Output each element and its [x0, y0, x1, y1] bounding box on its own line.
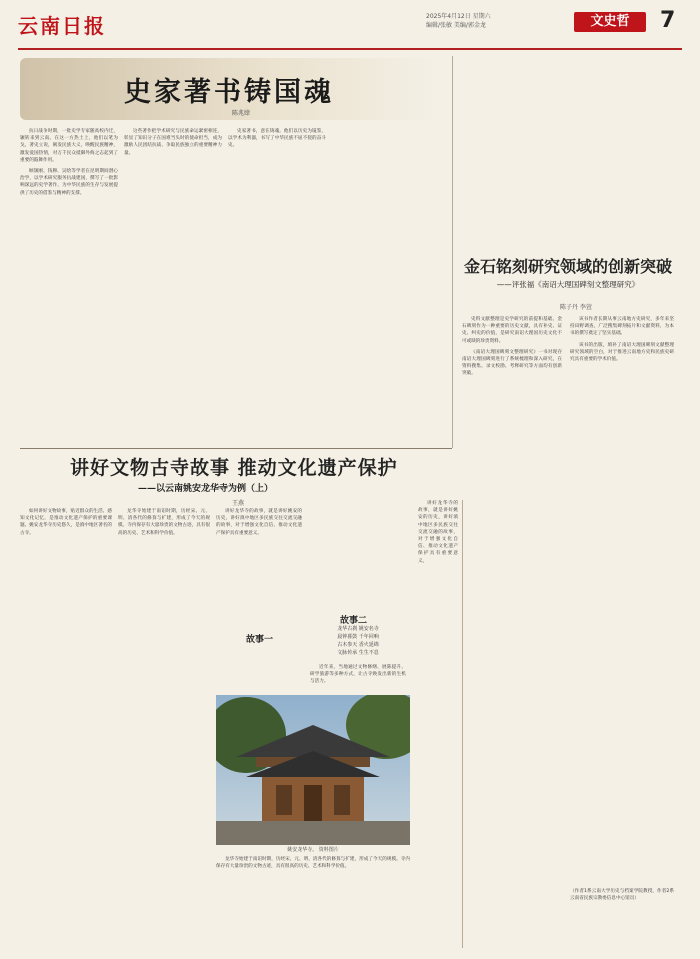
article3-para: 如何讲好文物故事，贴近群众的生活、感知文化记忆，是推动文化遗产保护的重要课题。姚安龙华寺历史悠久，是滇中地区著名的古寺。 [20, 509, 112, 536]
column-divider [462, 500, 463, 948]
article1-para: 顾颉刚、钱穆、吴晗等学者在昆明期间潜心治学，以学术研究服务抗战建国，撰写了一批影响深远的史学著作，为中华民族的生存与发展提供了历史的借鉴与精神的支撑。 [20, 169, 118, 196]
article1-para: 抗日战争时期，一批史学专家随高校内迁，辗转来到云南。在这一方热土上，他们以笔为戈，著史立说，阐发民族大义，唤醒民族精神，激发爱国热情，对万千民众抵御外侮之志起到了重要的鼓舞作用。 [20, 129, 118, 163]
article3-subtitle: ——以云南姚安龙华寺为例（上） [138, 484, 274, 494]
article3-col2 [118, 508, 210, 948]
poem-line: 古木参天 香火延绵 [337, 642, 379, 648]
article3-para: 讲好龙华寺的故事，就是讲好姚安的历史，讲好滇中地区多民族交往交流交融的故事，对于增强文化自信、推动文化遗产保护具有重要意义。 [216, 509, 302, 536]
article2-author: 陈子丹 李萱 [560, 304, 592, 311]
article2-heading [463, 257, 673, 290]
poem-block [308, 625, 408, 657]
article2-title: 金石铭刻研究领域的创新突破 [463, 257, 672, 276]
article2-para: 该书的出版，填补了南诏大理国碑刻文献整理研究领域的空白，对于推进云南地方史和民族史研究具有重要的学术价值。 [570, 342, 674, 363]
poem-line: 文脉传承 生生不息 [337, 650, 379, 656]
article3-para: 龙华寺始建于南诏时期，历经宋、元、明、清各代的修葺与扩建，形成了今天的规模。寺内保存有大量珍贵的文物古迹，具有很高的历史、艺术和科学价值。 [118, 509, 210, 536]
column-divider [452, 56, 453, 448]
article3-col6 [418, 500, 458, 948]
article2-para: 史料文献整理是史学研究的前提和基础。金石碑刻作为一种重要的历史文献，具有补史、证史、纠史的价值，是研究南诏大理国历史文化不可或缺的珍贵资料。 [462, 317, 562, 344]
newspaper-logo: 云南日报 [18, 14, 106, 38]
temple-photo [216, 695, 410, 845]
issue-date: 2025年4月12日 星期六 [426, 13, 491, 20]
poem-line: 晨钟暮鼓 千年回响 [337, 634, 379, 640]
article2-col2 [570, 316, 674, 876]
page-number: 7 [660, 8, 676, 33]
temple-illustration [216, 695, 410, 845]
story-two-heading: 故事二 [340, 616, 368, 626]
section-tag: 文史哲 [574, 12, 646, 32]
article3-col5 [216, 856, 410, 948]
article3-author: 王燕 [232, 500, 245, 507]
article2-para: 该书作者长期从事云南地方史研究，多年来坚持田野调查，广泛搜集碑刻拓片和文献资料，为本书的撰写奠定了坚实基础。 [570, 317, 674, 337]
article2-para: 《南诏大理国碑刻文整理研究》一书对现存南诏大理国碑刻进行了系统梳理和深入研究，在资料搜集、录文校勘、考释研究等方面均有创新突破。 [462, 349, 562, 377]
article1-col3 [228, 128, 326, 428]
article3-para: 龙华寺始建于南诏时期，历经宋、元、明、清各代的修葺与扩建，形成了今天的规模。寺内保存有大量珍贵的文物古迹，具有很高的历史、艺术和科学价值。 [216, 857, 410, 870]
article1-col1 [20, 128, 118, 428]
article2-footer: （作者1系云南大学历史与档案学院教授，作者2系云南省民族宗教委信息中心馆员） [570, 889, 674, 902]
article1-author: 陈兆肆 [232, 110, 251, 117]
article1-col2 [124, 128, 222, 428]
issue-editor: 编辑/张敏 美编/郭金龙 [426, 22, 486, 29]
section-divider [20, 448, 452, 449]
story-one-heading: 故事一 [246, 635, 274, 645]
article2-col1 [462, 316, 562, 916]
article3-title: 讲好文物古寺故事 推动文化遗产保护 [70, 457, 398, 479]
article3-col1 [20, 508, 112, 948]
article1-para: 这些著作把学术研究与民族命运紧密相连，彰显了知识分子在国难当头时的使命担当，成为激励人民团结抗战、争取民族独立的重要精神力量。 [124, 129, 222, 156]
article2-subtitle: ——评张福《南诏大理国碑刻文整理研究》 [496, 280, 640, 289]
article1-title: 史家著书铸国魂 [124, 77, 334, 108]
article3-col3 [216, 508, 302, 628]
poem-line: 龙华古刹 姚安名寺 [337, 626, 379, 632]
issue-meta [426, 12, 491, 30]
article3-para: 讲好龙华寺的故事，就是讲好姚安的历史，讲好滇中地区多民族交往交流交融的故事，对于增强文化自信、推动文化遗产保护具有重要意义。 [418, 501, 458, 564]
photo-caption: 姚安龙华寺。 资料图片 [287, 847, 339, 853]
article3-para: 近年来，当地通过文物修缮、展陈提升、研学旅游等多种方式，让古寺焕发出新的生机与活力。 [310, 665, 406, 685]
article1-para: 史家著书，意在铸魂。他们以历史为镜鉴，以学术为利器，书写了中华民族不屈不挠的奋斗史。 [228, 129, 326, 149]
masthead [18, 6, 682, 50]
article3-col4 [310, 664, 406, 692]
